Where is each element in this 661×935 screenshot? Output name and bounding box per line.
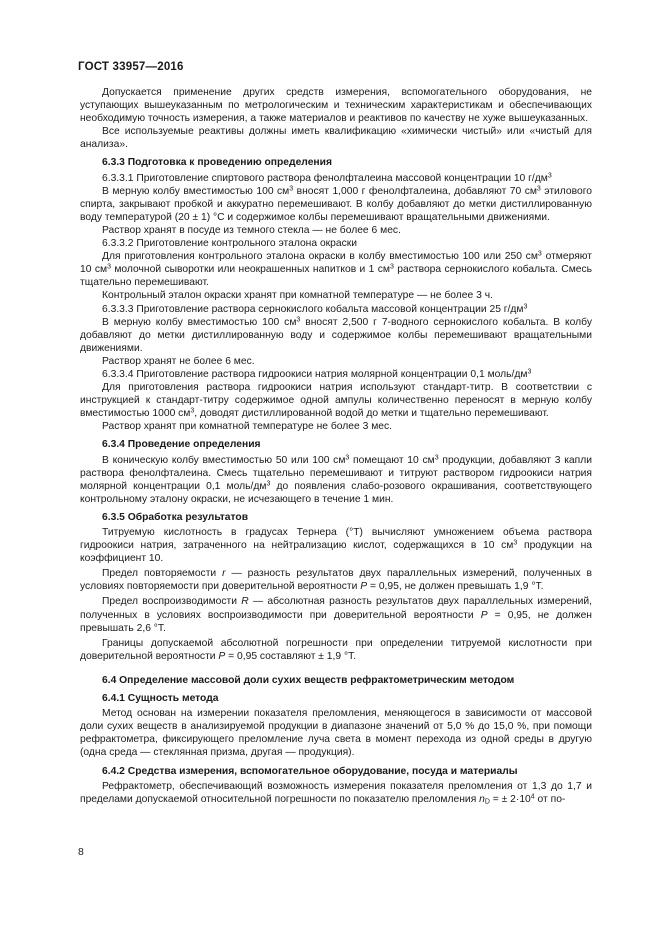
paragraph: В мерную колбу вместимостью 100 $см^3$ вносят 2,500 г 7-водного сернокислого кобальта. В колбу добавляют до метки дистиллированную воду и содержимое колбы перемешивают вращательными движениями. [80,316,592,354]
paragraph: 6.3.3.4 Приготовление раствора гидроокиси натрия молярной концентрации 0,1 моль/$дм^3$ [102,368,532,380]
paragraph: Для приготовления контрольного эталона окраски в колбу вместимостью 100 или 250 $см^3$ отмеряют 10 $см^3$ молочной сыворотки или неокрашенных напитков и 1 $см^3$ раствора сернокислого кобальта. Смесь тщательно перемешивают. [80,250,593,289]
paragraph: Титруемую кислотность в градусах Тернера (°Т) вычисляют умножением объема раствора гидроокиси натрия, затраченного на нейтрализацию кислот, содержащихся в 10 $см^3$ продукции на коэффициент 10. [80,527,592,565]
paragraph: 6.3.3.1 Приготовление спиртового раствора фенолфталеина массовой концентрации 10 $г/дм^3$ [102,172,552,184]
paragraph: Раствор хранят не более 6 мес. [102,355,255,367]
paragraph: Контрольный эталон окраски хранят при комнатной температуре — не более 3 ч. [102,290,493,302]
paragraph: Предел повторяемости r — разность результатов двух параллельных измерений, полученных в условиях повторяемости при доверительной вероятности P = 0,95, не должен превышать 1,9 °Т. [80,568,592,593]
section-heading: 6.4.2 Средства измерения, вспомогательное оборудование, посуда и материалы [102,765,518,777]
paragraph: Границы допускаемой абсолютной погрешности при определении титруемой кислотности при доверительной вероятности P = 0,95 составляют ± 1,9 °Т. [80,637,592,662]
paragraph: Рефрактометр, обеспечивающий возможность измерения показателя преломления от 1,3 до 1,7 и пределами допускаемой относительной погрешности по показателю преломления $n_D$ = ± $2\cdot 10^4$ от по- [80,780,592,806]
paragraph: Для приготовления раствора гидроокиси натрия используют стандарт-титр. В соответствии с инструкцией к стандарт-титру содержимое одной ампулы количественно переносят в мерную колбу вместимостью 1000 $см^3$, доводят дистиллированной водой до метки и тщательно перемешивают. [80,382,592,420]
paragraph: Метод основан на измерении показателя преломления, меняющегося в зависимости от массовой доли сухих веществ в анализируемой продукции в диапазоне значений от 5,0 % до 15,0 %, при помощи рефрактометра, фиксирующего преломление луча света в момент перехода из одной среды в другую (одна среда — стеклянная призма, другая — продукция). [80,708,592,759]
paragraph: Раствор хранят при комнатной температуре не более 3 мес. [102,421,393,433]
page-number: 8 [78,846,84,858]
section-heading: 6.3.5 Обработка результатов [102,511,249,523]
paragraph: Допускается применение других средств измерения, вспомогательного оборудования, не уступающих вышеуказанным по метрологическим и техническим характеристикам и обеспечивающих необходимую точность измерения, а также материалов и реактивов по качеству не хуже вышеуказанных. [80,87,592,125]
paragraph: Все используемые реактивы должны иметь квалификацию «химически чистый» или «чистый для анализа». [80,126,592,151]
paragraph: В коническую колбу вместимостью 50 или 100 $см^3$ помещают 10 $см^3$ продукции, добавляют 3 капли раствора фенолфталеина. Смесь тщательно перемешивают и титруют раствором гидроокиси натрия молярной концентрации 0,1 моль/$дм^3$ до появления слабо-розового окрашивания, соответствующего контрольному эталону окраски, не исчезающего в течение 1 мин. [80,454,592,505]
paragraph: В мерную колбу вместимостью 100 $см^3$ вносят 1,000 г фенолфталеина, добавляют 70 $см^3$ этилового спирта, закрывают пробкой и аккуратно перемешивают. В колбу добавляют до метки дистиллированную воду температурой (20 ± 1) °С и содержимое колбы перемешивают вращательными движениями. [80,185,592,223]
paragraph: Предел воспроизводимости R — абсолютная разность результатов двух параллельных измерений, полученных в условиях воспроизводимости при доверительной вероятности P = 0,95, не должен превышать 2,6 °Т. [80,596,592,634]
section-heading: 6.4.1 Сущность метода [102,693,219,705]
paragraph: 6.3.3.3 Приготовление раствора сернокислого кобальта массовой концентрации 25 $г/дм^3$ [102,303,528,315]
section-heading: 6.3.3 Подготовка к проведению определения [102,157,332,169]
section-heading: 6.4 Определение массовой доли сухих веществ рефрактометрическим методом [102,674,515,686]
document-body [80,86,592,806]
document-header: ГОСТ 33957—2016 [78,61,184,73]
paragraph: 6.3.3.2 Приготовление контрольного эталона окраски [102,238,358,250]
paragraph: Раствор хранят в посуде из темного стекла — не более 6 мес. [102,224,401,236]
section-heading: 6.3.4 Проведение определения [102,439,261,451]
